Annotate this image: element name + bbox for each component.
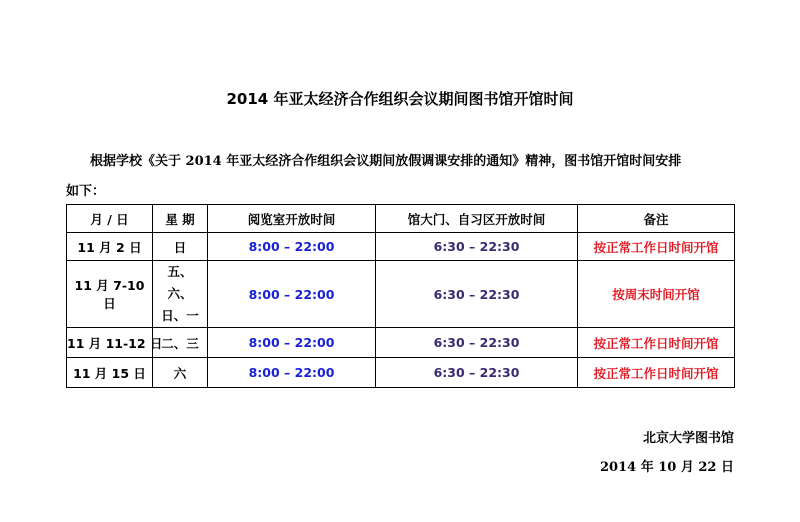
cell-note: 按正常工作日时间开馆	[578, 233, 735, 261]
cell-date: 11 月 15 日	[67, 358, 153, 388]
cell-gate-study: 6:30 – 22:30	[376, 328, 578, 358]
cell-weekday: 二、三	[153, 328, 208, 358]
cell-note: 按正常工作日时间开馆	[578, 328, 735, 358]
table-row	[67, 358, 735, 388]
cell-reading-room: 8:00 – 22:00	[208, 261, 376, 328]
header-weekday: 星 期	[153, 205, 208, 233]
cell-reading-room: 8:00 – 22:00	[208, 358, 376, 388]
document-title: 2014 年亚太经济合作组织会议期间图书馆开馆时间	[226, 90, 574, 108]
cell-date: 11 月 11-12 日	[67, 328, 153, 358]
cell-reading-room: 8:00 – 22:00	[208, 328, 376, 358]
signature-org: 北京大学图书馆	[642, 431, 734, 446]
intro-line-1: 根据学校《关于 2014 年亚太经济合作组织会议期间放假调课安排的通知》精神，图书馆开馆时间安排	[90, 154, 682, 169]
intro-line-2: 如下：	[66, 184, 106, 199]
cell-reading-room: 8:00 – 22:00	[208, 233, 376, 261]
signature-date: 2014 年 10 月 22 日	[600, 460, 734, 475]
table-row	[67, 328, 735, 358]
header-date: 月 / 日	[67, 205, 153, 233]
cell-date: 11 月 2 日	[67, 233, 153, 261]
cell-gate-study: 6:30 – 22:30	[376, 233, 578, 261]
header-reading-room: 阅览室开放时间	[208, 205, 376, 233]
cell-note: 按正常工作日时间开馆	[578, 358, 735, 388]
cell-weekday: 日	[153, 233, 208, 261]
header-note: 备注	[578, 205, 735, 233]
table-row	[67, 261, 735, 328]
cell-date: 11 月 7-10 日	[67, 261, 153, 328]
cell-gate-study: 6:30 – 22:30	[376, 358, 578, 388]
schedule-table	[66, 204, 735, 388]
table-row	[67, 233, 735, 261]
cell-note: 按周末时间开馆	[578, 261, 735, 328]
table-header-row	[67, 205, 735, 233]
cell-weekday: 五、六、日、一	[153, 261, 208, 328]
cell-gate-study: 6:30 – 22:30	[376, 261, 578, 328]
cell-weekday: 六	[153, 358, 208, 388]
header-gate-study: 馆大门、自习区开放时间	[376, 205, 578, 233]
